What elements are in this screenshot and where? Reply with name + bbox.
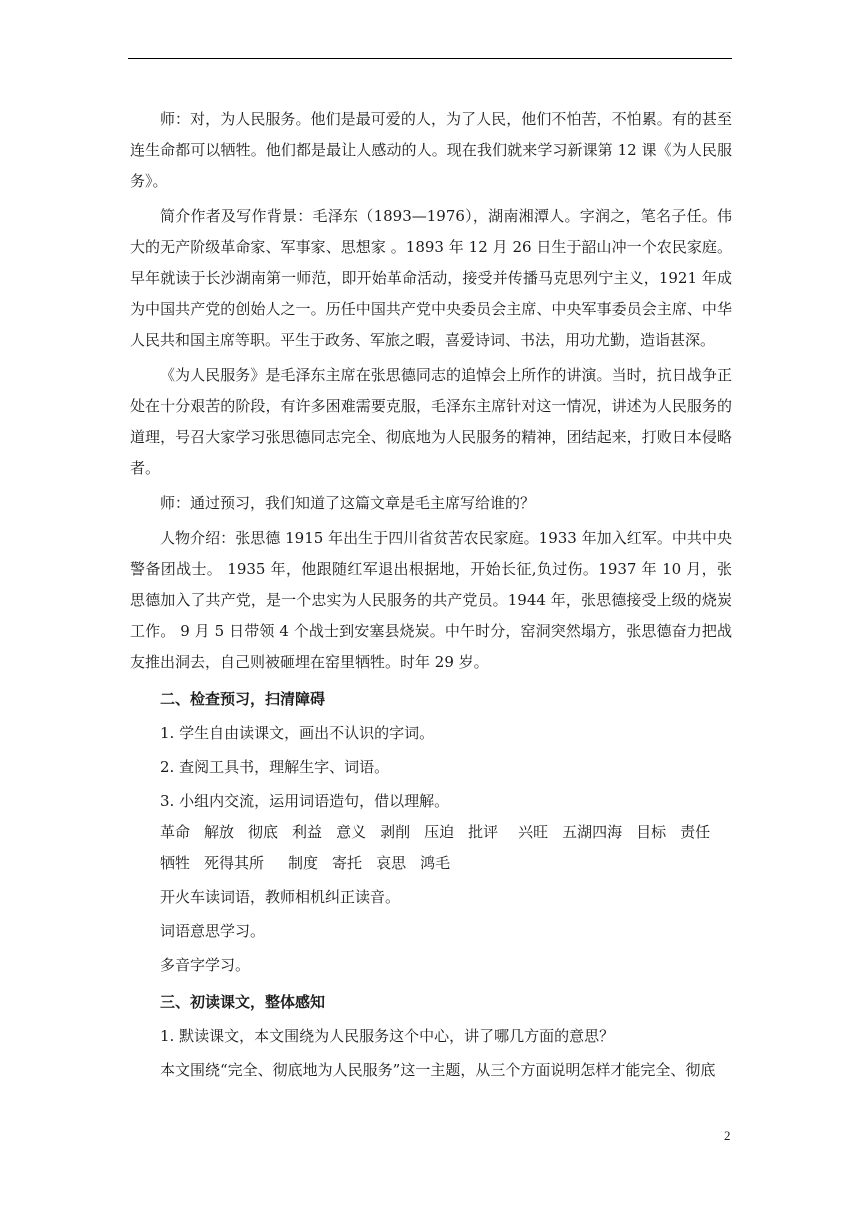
vocab-word: 利益 xyxy=(292,823,323,841)
vocab-word: 革命 xyxy=(160,823,191,841)
vocab-row xyxy=(130,848,732,879)
vocab-word: 牺牲 xyxy=(160,854,191,872)
vocab-word: 哀思 xyxy=(376,854,407,872)
activity-line: 多音字学习。 xyxy=(160,956,251,974)
paragraph-teacher-intro: 师：对，为人民服务。他们是最可爱的人，为了人民，他们不怕苦，不怕累。有的甚至连生命都可以牺牲。他们都是最让人感动的人。现在我们就来学习新课第 12 课《为人民服务》。 xyxy=(130,110,732,190)
section-heading-preview: 二、检查预习，扫清障碍 xyxy=(160,690,326,708)
vocab-word: 解放 xyxy=(204,823,235,841)
document-body xyxy=(130,104,732,1086)
vocab-word: 制度 xyxy=(288,854,319,872)
vocab-word: 责任 xyxy=(680,823,711,841)
vocab-word: 兴旺 xyxy=(518,823,549,841)
vocab-word: 五湖四海 xyxy=(562,823,623,841)
paragraph-answer-partial: 本文围绕“完全、彻底地为人民服务”这一主题，从三个方面说明怎样才能完全、彻底 xyxy=(160,1061,716,1079)
paragraph-text-background: 《为人民服务》是毛泽东主席在张思德同志的追悼会上所作的讲演。当时，抗日战争正处在十分艰苦的阶段，有许多困难需要克服，毛泽东主席针对这一情况，讲述为人民服务的道理，号召大家学习张思德同志完全、彻底地为人民服务的精神，团结起来，打败日本侵略者。 xyxy=(130,366,732,477)
vocab-word: 剥削 xyxy=(380,823,411,841)
vocab-word: 批评 xyxy=(468,823,499,841)
vocab-word: 压迫 xyxy=(424,823,455,841)
list-item: 3. 小组内交流，运用词语造句，借以理解。 xyxy=(160,792,450,810)
list-item: 1. 学生自由读课文，画出不认识的字词。 xyxy=(160,724,435,742)
page-number: 2 xyxy=(724,1128,731,1143)
vocab-word: 鸿毛 xyxy=(420,854,451,872)
vocab-word: 寄托 xyxy=(332,854,363,872)
activity-line: 词语意思学习。 xyxy=(160,922,266,940)
paragraph-teacher-question: 师：通过预习，我们知道了这篇文章是毛主席写给谁的？ xyxy=(160,494,536,512)
list-item: 1. 默读课文，本文围绕为人民服务这个中心，讲了哪几方面的意思？ xyxy=(160,1027,615,1045)
list-item: 2. 查阅工具书，理解生字、词语。 xyxy=(160,758,390,776)
vocab-word: 意义 xyxy=(336,823,367,841)
vocab-word: 目标 xyxy=(636,823,667,841)
section-heading-first-reading: 三、初读课文，整体感知 xyxy=(160,993,326,1011)
vocab-word: 彻底 xyxy=(248,823,279,841)
vocab-word: 死得其所 xyxy=(204,854,265,872)
paragraph-author-background: 简介作者及写作背景：毛泽东（1893—1976），湖南湘潭人。字润之，笔名子任。伟大的无产阶级革命家、军事家、思想家 。1893 年 12 月 26 日生于韶山冲一个农民家庭。早年就读于长沙湖南第一师范，即开始革命活动，接受并传播马克思列宁主义，1921 年成为中国共产党的创始人之一。历任中国共产党中央委员会主席、中央军事委员会主席、中华人民共和国主席等职。平生于政务、军旅之暇，喜爱诗词、书法，用功尤勤，造诣甚深。 xyxy=(130,207,732,349)
header-rule xyxy=(128,58,732,59)
vocab-row xyxy=(130,817,732,848)
paragraph-character-intro: 人物介绍：张思德 1915 年出生于四川省贫苦农民家庭。1933 年加入红军。中共中央警备团战士。 1935 年，他跟随红军退出根据地，开始长征,负过伤。1937 年 10 月，张思德加入了共产党，是一个忠实为人民服务的共产党员。1944 年，张思德接受上级的烧炭工作。 9 月 5 日带领 4 个战士到安塞县烧炭。中午时分，窑洞突然塌方，张思德奋力把战友推出洞去，自己则被砸埋在窑里牺牲。时年 29 岁。 xyxy=(130,529,732,671)
activity-line: 开火车读词语，教师相机纠正读音。 xyxy=(160,888,401,906)
